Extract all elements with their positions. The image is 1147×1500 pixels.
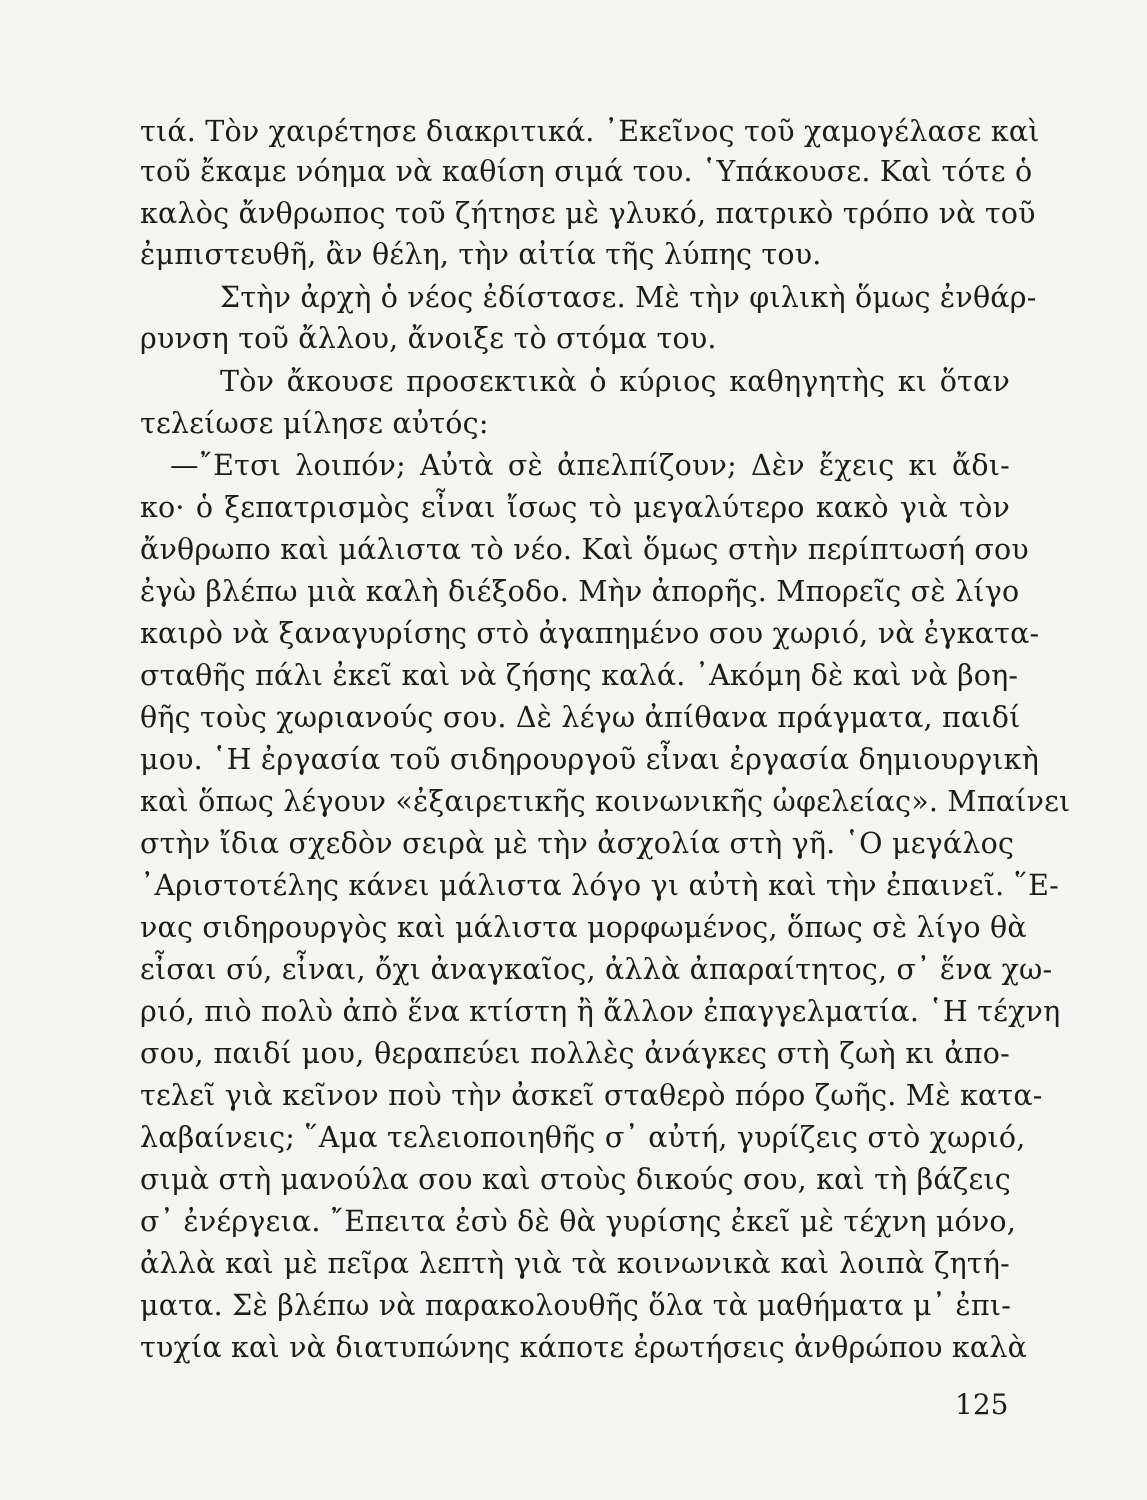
text-line: ρυνση τοῦ ἄλλου, ἄνοιξε τὸ στόμα του.: [140, 322, 717, 355]
text-line: σ᾿ ἐνέργεια. ῎Επειτα ἐσὺ δὲ θὰ γυρίσης ἐκεῖ μὲ τέχνη μόνο,: [140, 1205, 1017, 1238]
text-line: ματα. Σὲ βλέπω νὰ παρακολουθῆς ὅλα τὰ μαθήματα μ᾿ ἐπι-: [140, 1289, 1012, 1322]
text-line: ᾿Αριστοτέλης κάνει μάλιστα λόγο γι αὐτὴ καὶ τὴν ἐπαινεῖ. ῞Ε-: [140, 869, 1059, 902]
text-line: καιρὸ νὰ ξαναγυρίσης στὸ ἀγαπημένο σου χωριό, νὰ ἐγκατα-: [140, 617, 1040, 650]
text-line: στὴν ἴδια σχεδὸν σειρὰ μὲ τὴν ἀσχολία στὴ γῆ. ῾Ο μεγάλος: [140, 827, 1015, 860]
text-line: σταθῆς πάλι ἐκεῖ καὶ νὰ ζήσης καλά. ᾿Ακόμη δὲ καὶ νὰ βοη-: [140, 659, 1019, 692]
text-line: θῆς τοὺς χωριανούς σου. Δὲ λέγω ἀπίθανα πράγματα, παιδί: [140, 701, 1021, 734]
text-line: κο· ὁ ξεπατρισμὸς εἶναι ἴσως τὸ μεγαλύτερο κακὸ γιὰ τὸν: [140, 491, 1010, 524]
text-line: εἶσαι σύ, εἶναι, ὄχι ἀναγκαῖος, ἀλλὰ ἀπαραίτητος, σ᾿ ἕνα χω-: [140, 953, 1053, 986]
text-line: σιμὰ στὴ μανούλα σου καὶ στοὺς δικούς σου, καὶ τὴ βάζεις: [140, 1163, 1011, 1196]
text-line: τοῦ ἔκαμε νόημα νὰ καθίση σιμά του. ῾Υπάκουσε. Καὶ τότε ὁ: [140, 155, 1033, 188]
paragraph-start-line: Στὴν ἀρχὴ ὁ νέος ἐδίστασε. Μὲ τὴν φιλικὴ ὅμως ἐνθάρ-: [220, 281, 1037, 314]
dialogue-start-line: —῎Ετσι λοιπόν; Αὐτὰ σὲ ἀπελπίζουν; Δὲν ἔχεις κι ἄδι-: [170, 449, 1010, 482]
text-line: τελεῖ γιὰ κεῖνον ποὺ τὴν ἀσκεῖ σταθερὸ πόρο ζωῆς. Μὲ κατα-: [140, 1079, 1043, 1112]
text-line: τιά. Τὸν χαιρέτησε διακριτικά. ᾿Εκεῖνος τοῦ χαμογέλασε καὶ: [140, 115, 1040, 148]
text-line: λαβαίνεις; ῞Αμα τελειοποιηθῆς σ᾿ αὐτή, γυρίζεις στὸ χωριό,: [140, 1121, 1026, 1154]
text-line: μου. ῾Η ἐργασία τοῦ σιδηρουργοῦ εἶναι ἐργασία δημιουργικὴ: [140, 743, 1039, 776]
page-number: 125: [955, 1388, 1009, 1421]
paragraph-start-line: Τὸν ἄκουσε προσεκτικὰ ὁ κύριος καθηγητὴς κι ὅταν: [220, 365, 1010, 398]
text-line: νας σιδηρουργὸς καὶ μάλιστα μορφωμένος, ὅπως σὲ λίγο θὰ: [140, 911, 1027, 944]
text-line: καὶ ὅπως λέγουν «ἐξαιρετικῆς κοινωνικῆς ὠφελείας». Μπαίνει: [140, 785, 1071, 818]
text-line: τελείωσε μίλησε αὐτός:: [140, 407, 489, 440]
text-line: ἀλλὰ καὶ μὲ πεῖρα λεπτὴ γιὰ τὰ κοινωνικὰ καὶ λοιπὰ ζητή-: [140, 1247, 1010, 1280]
text-line: ριό, πιὸ πολὺ ἀπὸ ἕνα κτίστη ἢ ἄλλον ἐπαγγελματία. ῾Η τέχνη: [140, 995, 1061, 1028]
text-line: σου, παιδί μου, θεραπεύει πολλὲς ἀνάγκες στὴ ζωὴ κι ἀπο-: [140, 1037, 1010, 1070]
text-line: τυχία καὶ νὰ διατυπώνης κάποτε ἐρωτήσεις ἀνθρώπου καλὰ: [140, 1331, 1028, 1364]
text-line: ἐγὼ βλέπω μιὰ καλὴ διέξοδο. Μὴν ἀπορῆς. Μπορεῖς σὲ λίγο: [140, 575, 1020, 608]
text-line: ἄνθρωπο καὶ μάλιστα τὸ νέο. Καὶ ὅμως στὴν περίπτωσή σου: [140, 533, 1029, 566]
text-line: ἐμπιστευθῆ, ἂν θέλη, τὴν αἰτία τῆς λύπης του.: [140, 238, 822, 271]
text-line: καλὸς ἄνθρωπος τοῦ ζήτησε μὲ γλυκό, πατρικὸ τρόπο νὰ τοῦ: [140, 197, 1036, 230]
